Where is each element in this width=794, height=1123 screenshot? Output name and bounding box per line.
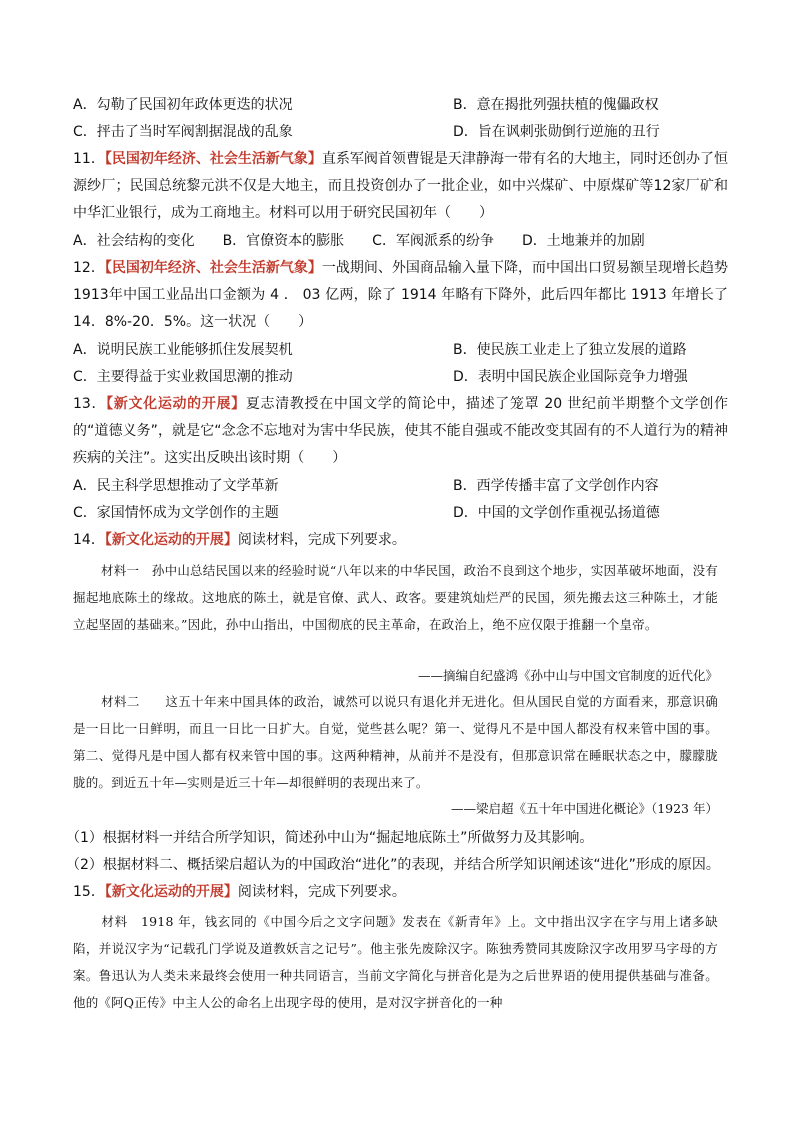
q15-topic-tag: 【新文化运动的开展】 <box>104 884 238 900</box>
q10-option-row-2 <box>73 123 728 141</box>
q15-text: 阅读材料，完成下列要求。 <box>237 884 406 900</box>
q13-option-a[interactable]: A．民主科学思想推动了文学革新 <box>73 478 279 494</box>
q15-material-text: 材料 1918 年，钱玄同的《中国今后之文字问题》发表在《新青年》上。文中指出汉字在字与用上诸多缺陷，并说汉字为“记载孔门学说及道教妖言之记号”。他主张先废除汉字。陈独秀赞同其废除汉字改用罗马字母的方案。鲁迅认为人类未来最终会使用一种共同语言，当前文字简化与拼音化是为之后世界语的使用提供基础与准备。他的《阿Q正传》中主人公的命名上出现字母的使用，是对汉字拼音化的一种 <box>73 914 718 1010</box>
q11-stem <box>73 146 728 227</box>
q12-option-b[interactable]: B．使民族工业走上了独立发展的道路 <box>453 342 687 358</box>
q12-option-d[interactable]: D．表明中国民族企业国际竞争力增强 <box>453 369 688 385</box>
q11-text: 直系军阀首领曹锟是天津静海一带有名的大地主，同时还创办了恒源纱厂；民国总统黎元洪不仅是大地主，而且投资创办了一批企业，如中兴煤矿、中原煤矿等12家厂矿和中华汇业银行，成为工商地主。材料可以用于研究民国初年（ ） <box>73 151 728 221</box>
q12-number: 12． <box>73 260 105 276</box>
q15-number: 15． <box>73 884 105 900</box>
q14-material-2-source: ——梁启超《五十年中国进化概论》（1923 年） <box>450 801 718 816</box>
q11-number: 11． <box>73 151 105 167</box>
q13-text: 夏志清教授在中国文学的简论中，描述了笼罩 20 世纪前半期整个文学创作的“道德义务”，就是它“念念不忘地对为害中华民族，使其不能自强或不能改变其固有的不人道行为的精神疾病的关注”。这实出反映出该时期（ ） <box>73 396 728 466</box>
q12-option-row-1 <box>73 341 728 359</box>
q13-stem <box>73 391 728 472</box>
q10-option-a[interactable]: A．勾勒了民国初年政体更迭的状况 <box>73 97 293 113</box>
q14-material-2 <box>73 688 718 796</box>
q13-topic-tag: 【新文化运动的开展】 <box>106 396 246 412</box>
q13-option-row-2 <box>73 504 728 522</box>
q14-topic-tag: 【新文化运动的开展】 <box>104 532 238 548</box>
q11-options[interactable]: A．社会结构的变化 B．官僚资本的膨胀 C．军阀派系的纷争 D．土地兼并的加剧 <box>73 233 645 249</box>
q14-material-1-source: ——摘编自纪盛鸿《孙中山与中国文官制度的近代化》 <box>417 668 718 683</box>
q10-option-row-1 <box>73 96 728 114</box>
q14-requirement-1: （1）根据材料一并结合所学知识，简述孙中山为“掘起地底陈土”所做努力及其影响。 <box>66 830 594 846</box>
q11-topic-tag: 【民国初年经济、社会生活新气象】 <box>104 151 322 167</box>
q15-stem <box>73 883 728 901</box>
q14-text: 阅读材料，完成下列要求。 <box>237 532 406 548</box>
q13-option-row-1 <box>73 477 728 495</box>
q12-stem <box>73 255 728 336</box>
q13-option-d[interactable]: D．中国的文学创作重视弘扬道德 <box>453 505 660 521</box>
q14-requirement-2: （2）根据材料二、概括梁启超认为的中国政治“进化”的表现，并结合所学知识阐述该“进化”形成的原因。 <box>66 857 720 873</box>
q12-option-row-2 <box>73 368 728 386</box>
q10-option-b[interactable]: B．意在揭批列强扶植的傀儡政权 <box>453 97 659 113</box>
q15-material <box>73 908 718 1016</box>
q12-topic-tag: 【民国初年经济、社会生活新气象】 <box>104 260 322 276</box>
q14-material-2-text: 材料二 这五十年来中国具体的政治，诚然可以说只有退化并无进化。但从国民自觉的方面看来，那意识确是一日比一日鲜明，而且一日比一日扩大。自觉，觉些甚么呢？第一、觉得凡不是中国人都没有权来管中国的事。第二、觉得凡是中国人都有权来管中国的事。这两种精神，从前并不是没有，但那意识常在睡眠状态之中，朦朦胧胧的。到近五十年—实则是近三十年—却很鲜明的表现出来了。 <box>73 694 718 790</box>
q10-option-c[interactable]: C．抨击了当时军阀割据混战的乱象 <box>73 124 293 140</box>
q12-text: 一战期间、外国商品输入量下降，而中国出口贸易额呈现增长趋势1913年中国工业品出口金额为 4 ． 03 亿两，除了 1914 年略有下降外，此后四年都比 1913 年增长了14．8%-20．5%。这一状况（ ） <box>73 260 728 330</box>
q14-material-1 <box>73 557 718 638</box>
q13-option-c[interactable]: C．家国情怀成为文学创作的主题 <box>73 505 279 521</box>
q10-option-d[interactable]: D．旨在讽刺张勋倒行逆施的丑行 <box>453 124 660 140</box>
q12-option-c[interactable]: C．主要得益于实业救国思潮的推动 <box>73 369 293 385</box>
q14-number: 14． <box>73 532 105 548</box>
q14-stem <box>73 531 728 549</box>
q13-option-b[interactable]: B．西学传播丰富了文学创作内容 <box>453 478 659 494</box>
q12-option-a[interactable]: A．说明民族工业能够抓住发展契机 <box>73 342 293 358</box>
q14-material-1-text: 材料一 孙中山总结民国以来的经验时说“八年以来的中华民国，政治不良到这个地步，实因革破坏地面，没有掘起地底陈土的缘故。这地底的陈土，就是官僚、武人、政客。要建筑灿烂严的民国，须先搬去这三种陈土，才能立起坚固的基础来。”因此，孙中山指出，中国彻底的民主革命，在政治上，绝不应仅限于推翻一个皇帝。 <box>73 563 718 632</box>
q13-number: 13． <box>73 396 107 412</box>
